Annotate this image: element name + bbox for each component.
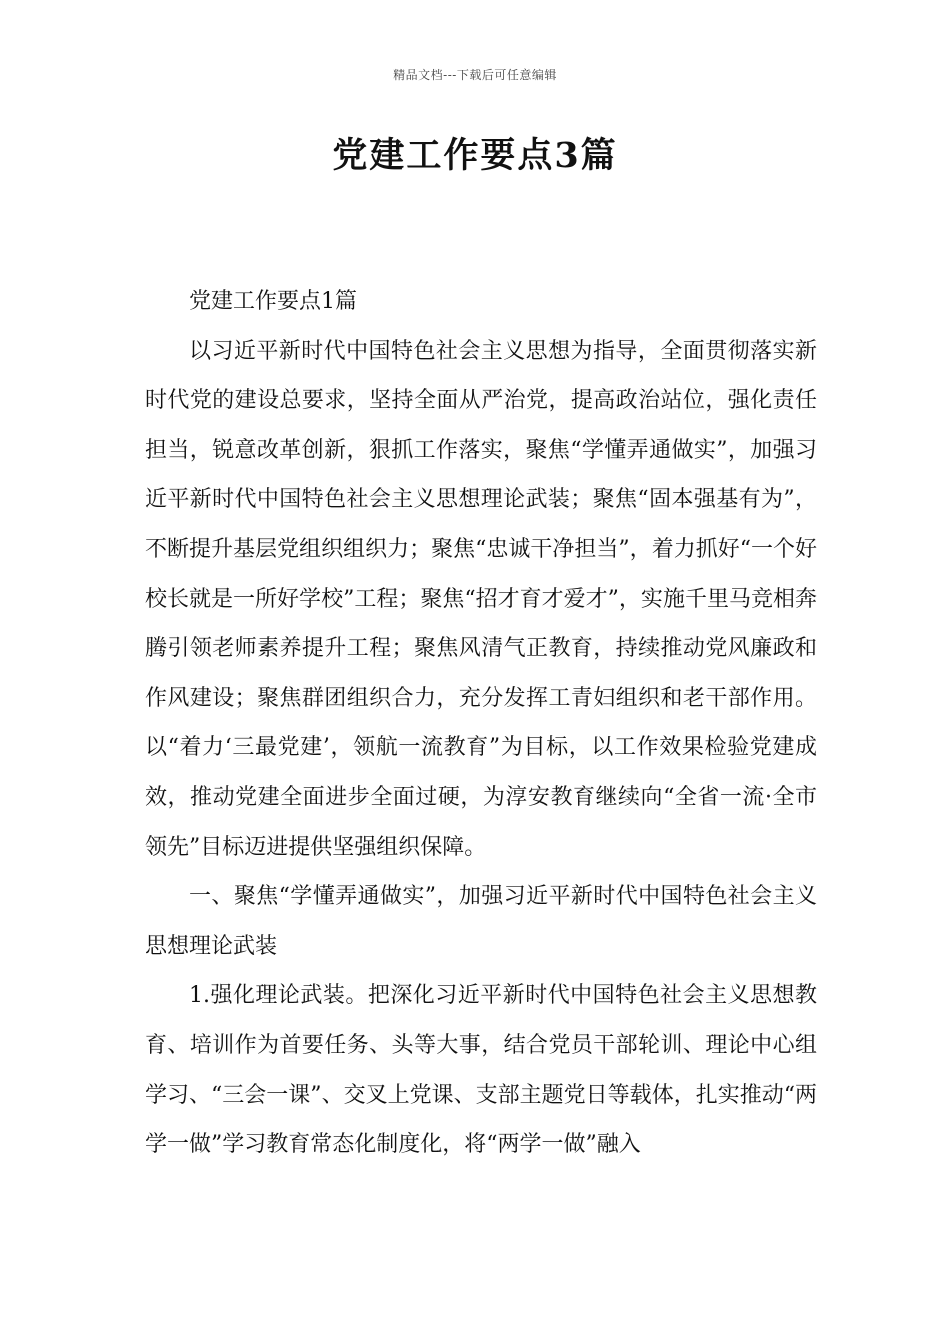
body-paragraph-intro: 以习近平新时代中国特色社会主义思想为指导，全面贯彻落实新时代党的建设总要求，坚持全面从严治党，提高政治站位，强化责任担当，锐意改革创新，狠抓工作落实，聚焦“学懂弄通做实”，加强习近平新时代中国特色社会主义思想理论武装；聚焦“固本强基有为”，不断提升基层党组织组织力；聚焦“忠诚干净担当”，着力抓好“一个好校长就是一所好学校”工程；聚焦“招才育才爱才”，实施千里马竞相奔腾引领老师素养提升工程；聚焦风清气正教育，持续推动党风廉政和作风建设；聚焦群团组织合力，充分发挥工青妇组织和老干部作用。以“着力‘三最党建’，领航一流教育”为目标，以工作效果检验党建成效，推动党建全面进步全面过硬，为淳安教育继续向“全省一流·全市领先”目标迈进提供坚强组织保障。: [145, 338, 817, 860]
section-heading-part1: 党建工作要点1篇: [189, 289, 357, 314]
body-paragraph-item-1: 1.强化理论武装。把深化习近平新时代中国特色社会主义思想教育、培训作为首要任务、头等大事，结合党员干部轮训、理论中心组学习、“三会一课”、交叉上党课、支部主题党日等载体，扎实推动“两学一做”学习教育常态化制度化，将“两学一做”融入: [145, 983, 817, 1158]
document-title: 党建工作要点3篇: [332, 135, 618, 176]
header-watermark: 精品文档---下载后可任意编辑: [393, 68, 557, 82]
document-body: [145, 277, 817, 1170]
section-heading-one: 一、聚焦“学懂弄通做实”，加强习近平新时代中国特色社会主义思想理论武装: [145, 884, 817, 959]
